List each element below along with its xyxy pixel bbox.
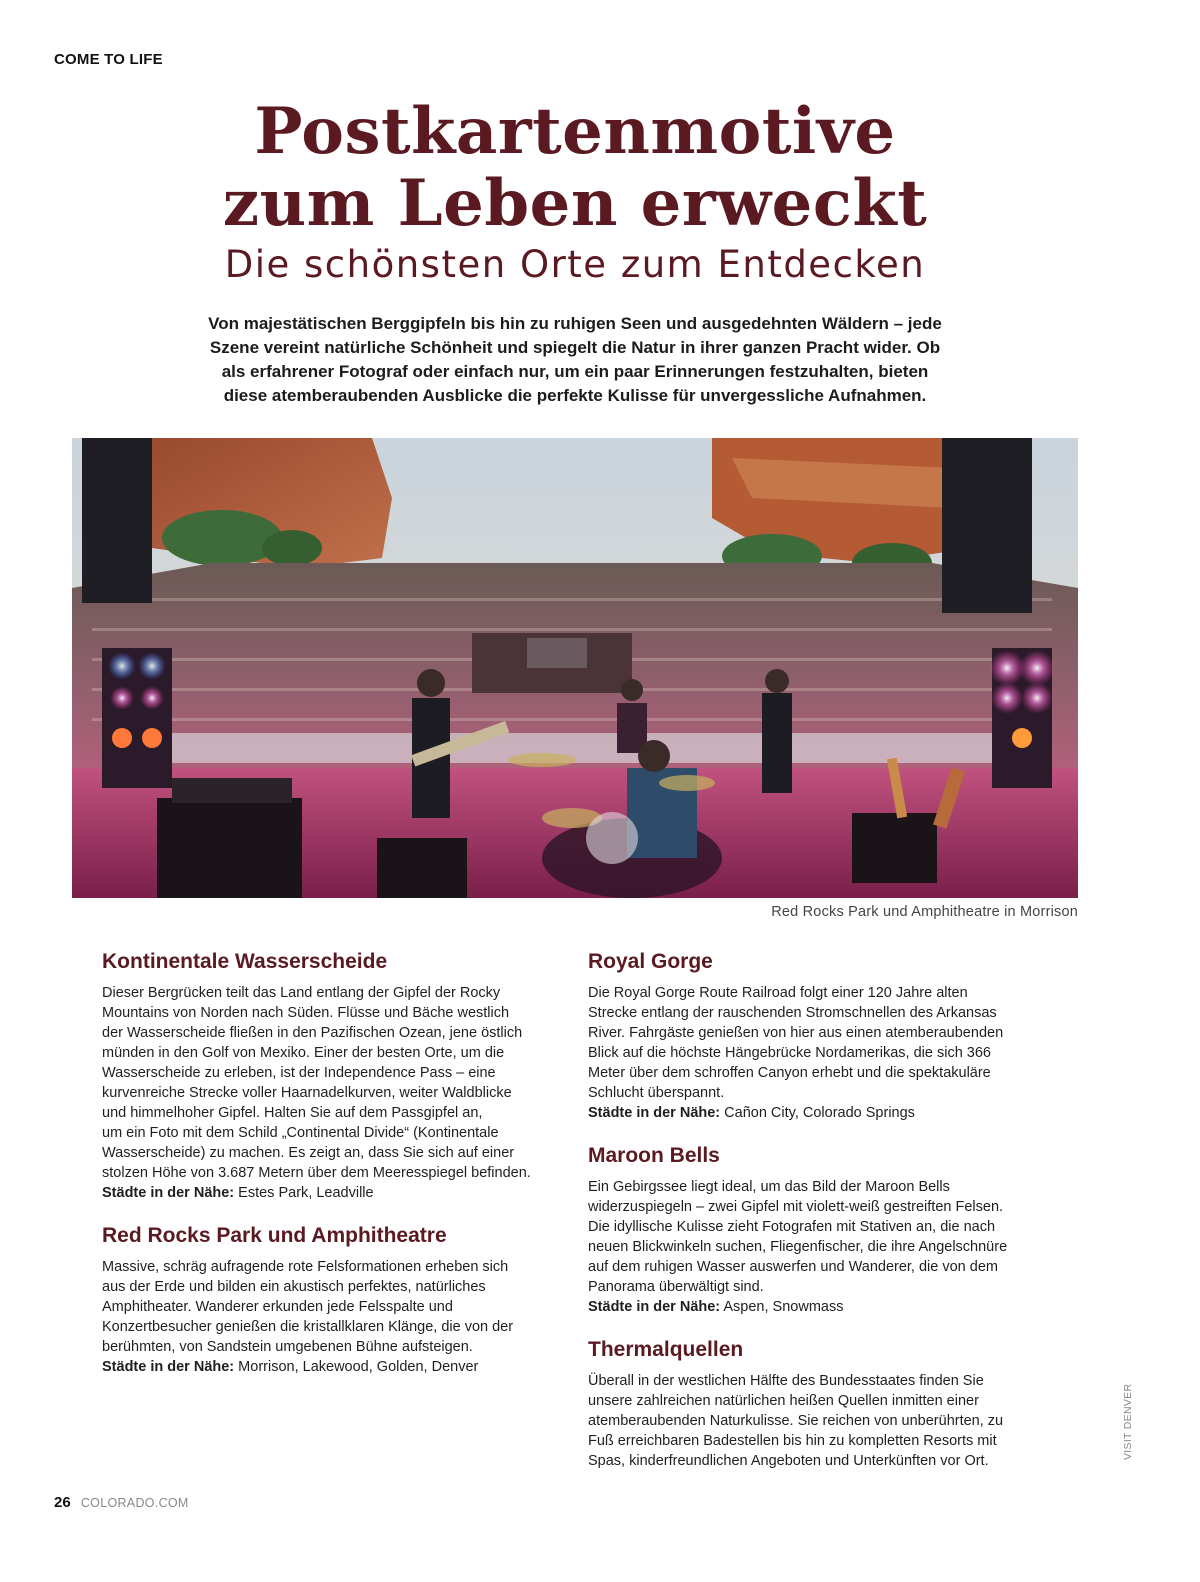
article-body bbox=[588, 1177, 1050, 1297]
intro-line: als erfahrener Fotograf oder einfach nur, um ein paar Erinnerungen festzuhalten, bieten bbox=[221, 362, 929, 381]
nearby-label: Städte in der Nähe: bbox=[588, 1105, 721, 1121]
body-line: Überall in der westlichen Hälfte des Bundesstaates finden Sie bbox=[588, 1373, 984, 1389]
nearby-cities bbox=[588, 1297, 1050, 1317]
article-body bbox=[102, 1257, 564, 1357]
body-line: kurvenreiche Strecke voller Haarnadelkurven, weiter Waldblicke bbox=[102, 1085, 512, 1101]
article-red-rocks bbox=[102, 1221, 564, 1377]
nearby-label: Städte in der Nähe: bbox=[588, 1299, 721, 1315]
body-line: und himmelhoher Gipfel. Halten Sie auf dem Passgipfel an, bbox=[102, 1105, 483, 1121]
nearby-value: Aspen, Snowmass bbox=[723, 1299, 844, 1315]
article-hot-springs bbox=[588, 1335, 1050, 1471]
body-line: Strecke entlang der rauschenden Stromschnellen des Arkansas bbox=[588, 1005, 997, 1021]
article-title: Kontinentale Wasserscheide bbox=[102, 950, 388, 973]
body-line: Fuß erreichbaren Badestellen bis hin zu kompletten Resorts mit bbox=[588, 1433, 997, 1449]
body-line: Konzertbesucher genießen die kristallklaren Klänge, die von der bbox=[102, 1319, 514, 1335]
body-line: Wasserscheide zu erleben, ist der Independence Pass – eine bbox=[102, 1065, 496, 1081]
nearby-cities bbox=[102, 1183, 564, 1203]
article-title: Red Rocks Park und Amphitheatre bbox=[102, 1224, 447, 1247]
page-subtitle: Die schönsten Orte zum Entdecken bbox=[224, 243, 926, 286]
body-line: Die Royal Gorge Route Railroad folgt einer 120 Jahre alten bbox=[588, 985, 968, 1001]
article-title: Maroon Bells bbox=[588, 1144, 720, 1167]
body-line: Mountains von Norden nach Süden. Flüsse und Bäche westlich bbox=[102, 1005, 510, 1021]
section-label: COME TO LIFE bbox=[54, 51, 163, 68]
body-line: auf dem ruhigen Wasser auswerfen und Wanderer, die von dem bbox=[588, 1259, 998, 1275]
intro-line: Von majestätischen Berggipfeln bis hin zu ruhigen Seen und ausgedehnten Wäldern – jede bbox=[208, 314, 942, 333]
intro-line: Szene vereint natürliche Schönheit und spiegelt die Natur in ihrer ganzen Pracht wider. Ob bbox=[209, 338, 941, 357]
intro-line: diese atemberaubenden Ausblicke die perfekte Kulisse für unvergessliche Aufnahmen. bbox=[223, 386, 927, 405]
right-column bbox=[588, 947, 1050, 1489]
article-title: Thermalquellen bbox=[588, 1338, 744, 1361]
nearby-label: Städte in der Nähe: bbox=[102, 1359, 235, 1375]
nearby-label: Städte in der Nähe: bbox=[102, 1185, 235, 1201]
footer-site: COLORADO.COM bbox=[80, 1496, 189, 1510]
body-line: neuen Blickwinkeln suchen, Fliegenfischer, die ihre Angelschnüre bbox=[588, 1239, 1008, 1255]
body-line: stolzen Höhe von 3.687 Metern über dem Meeresspiegel befinden. bbox=[102, 1165, 531, 1181]
intro-paragraph bbox=[175, 312, 975, 408]
body-line: Amphitheater. Wanderer erkunden jede Felsspalte und bbox=[102, 1299, 453, 1315]
nearby-value: Morrison, Lakewood, Golden, Denver bbox=[238, 1359, 479, 1375]
body-line: Massive, schräg aufragende rote Felsformationen erheben sich bbox=[102, 1259, 509, 1275]
body-line: Blick auf die höchste Hängebrücke Nordamerikas, die sich 366 bbox=[588, 1045, 991, 1061]
photo-credit: VISIT DENVER bbox=[1122, 1383, 1134, 1460]
page-title bbox=[0, 96, 1150, 240]
body-line: um ein Foto mit dem Schild „Continental Divide“ (Kontinentale bbox=[102, 1125, 499, 1141]
article-body bbox=[102, 983, 564, 1183]
page-number: 26 bbox=[54, 1494, 71, 1511]
nearby-value: Estes Park, Leadville bbox=[238, 1185, 374, 1201]
body-line: widerzuspiegeln – zwei Gipfel mit violett-weiß gestreiften Felsen. bbox=[588, 1199, 1004, 1215]
body-line: Schlucht überspannt. bbox=[588, 1085, 725, 1101]
body-line: der Wasserscheide fließen in den Pazifischen Ozean, jene östlich bbox=[102, 1025, 523, 1041]
body-line: Die idyllische Kulisse zieht Fotografen mit Stativen an, die nach bbox=[588, 1219, 996, 1235]
nearby-cities bbox=[588, 1103, 1050, 1123]
article-body bbox=[588, 983, 1050, 1103]
article-body bbox=[588, 1371, 1050, 1471]
nearby-value: Cañon City, Colorado Springs bbox=[724, 1105, 915, 1121]
article-maroon-bells bbox=[588, 1141, 1050, 1317]
article-continental-divide bbox=[102, 947, 564, 1203]
left-column bbox=[102, 947, 564, 1395]
page-footer bbox=[54, 1494, 189, 1511]
body-line: berühmten, von Sandstein umgebenen Bühne aufsteigen. bbox=[102, 1339, 473, 1355]
body-line: Wasserscheide) zu machen. Es zeigt an, dass Sie sich auf einer bbox=[102, 1145, 515, 1161]
nearby-cities bbox=[102, 1357, 564, 1377]
body-line: münden in den Golf von Mexiko. Einer der besten Orte, um die bbox=[102, 1045, 505, 1061]
body-line: Meter über dem schroffen Canyon erhebt und die spektakuläre bbox=[588, 1065, 991, 1081]
concert-photo bbox=[72, 438, 1078, 898]
article-royal-gorge bbox=[588, 947, 1050, 1123]
body-line: Dieser Bergrücken teilt das Land entlang der Gipfel der Rocky bbox=[102, 985, 501, 1001]
article-title: Royal Gorge bbox=[588, 950, 713, 973]
body-line: River. Fahrgäste genießen von hier aus einen atemberaubenden bbox=[588, 1025, 1004, 1041]
body-line: Ein Gebirgssee liegt ideal, um das Bild der Maroon Bells bbox=[588, 1179, 950, 1195]
photo-caption: Red Rocks Park und Amphitheatre in Morrison bbox=[771, 904, 1078, 920]
body-line: Spas, kinderfreundlichen Angeboten und Unterkünften vor Ort. bbox=[588, 1453, 989, 1469]
title-line: Postkartenmotive bbox=[254, 94, 896, 169]
title-line: zum Leben erweckt bbox=[222, 166, 928, 241]
body-line: unsere zahlreichen natürlichen heißen Quellen inmitten einer bbox=[588, 1393, 979, 1409]
body-line: aus der Erde und bilden ein akustisch perfektes, natürliches bbox=[102, 1279, 486, 1295]
body-line: atemberaubenden Naturkulisse. Sie reichen von unberührten, zu bbox=[588, 1413, 1004, 1429]
body-line: Panorama überwältigt sind. bbox=[588, 1279, 764, 1295]
